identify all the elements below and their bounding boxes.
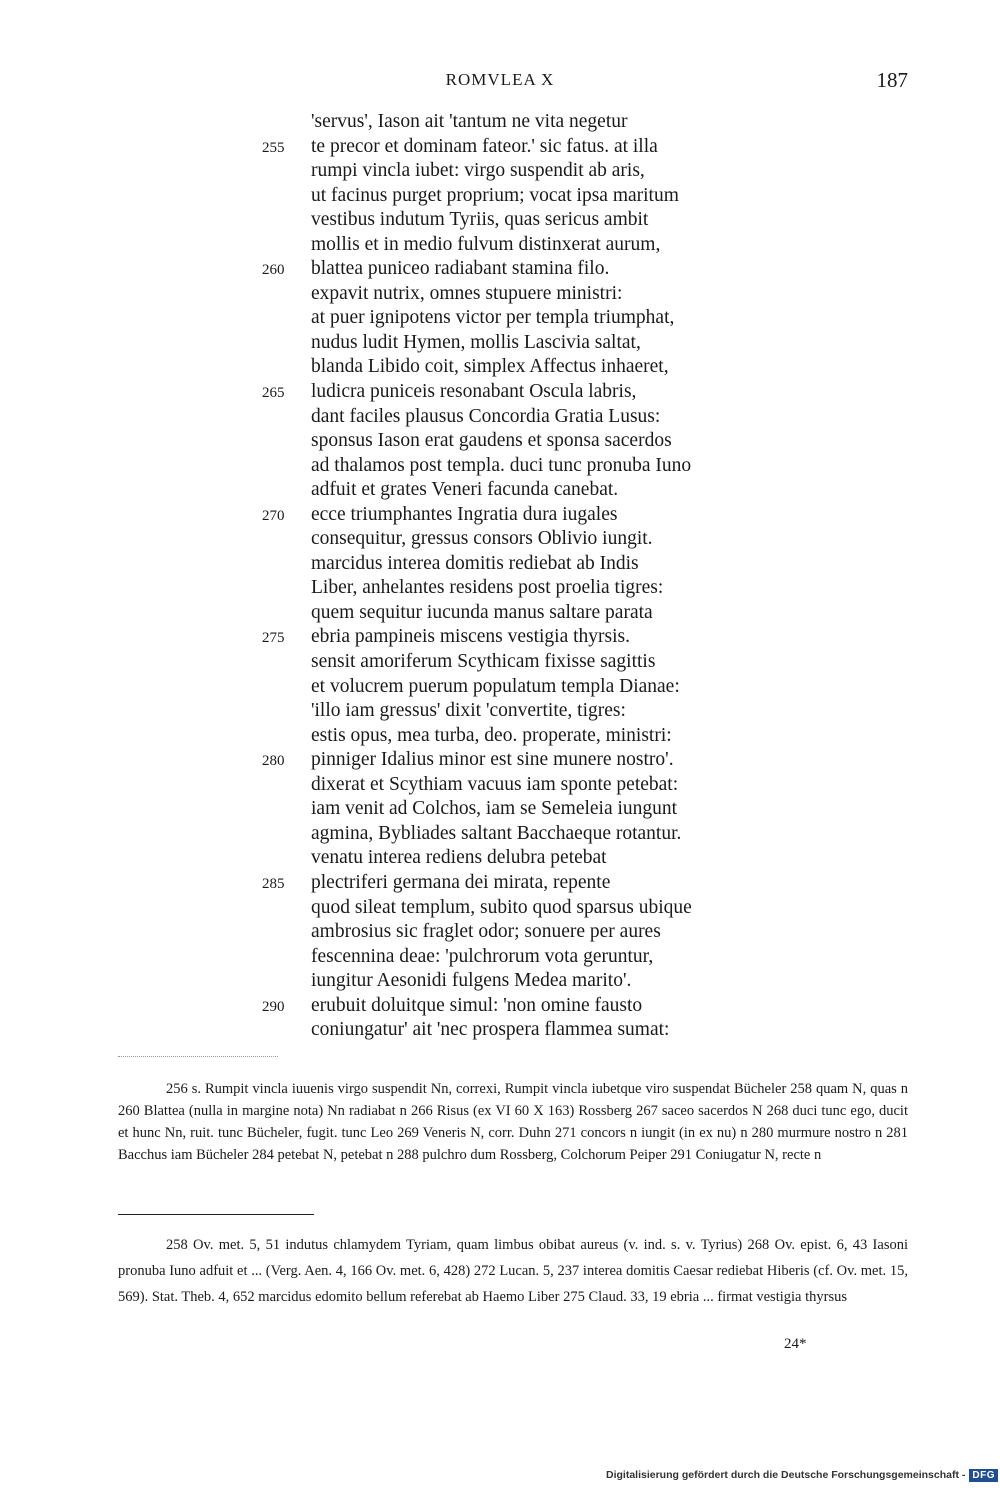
verse-line xyxy=(0,110,1000,135)
verse-line xyxy=(0,846,1000,871)
verse-line xyxy=(0,625,1000,650)
testimonia xyxy=(118,1232,908,1310)
verse-line xyxy=(0,871,1000,896)
verse-text: agmina, Bybliades saltant Bacchaeque rotantur. xyxy=(311,822,682,844)
digitization-footer xyxy=(606,1466,998,1484)
verse-text: nudus ludit Hymen, mollis Lascivia saltat, xyxy=(311,331,641,353)
verse-line xyxy=(0,405,1000,430)
verse-text: ad thalamos post templa. duci tunc pronuba Iuno xyxy=(311,454,692,476)
verse-text: fescennina deae: 'pulchrorum vota geruntur, xyxy=(311,945,654,967)
verse-text: ebria pampineis miscens vestigia thyrsis. xyxy=(311,626,630,648)
apparatus-divider xyxy=(118,1056,278,1057)
verse-line xyxy=(0,994,1000,1019)
verse-text: ludicra puniceis resonabant Oscula labris, xyxy=(311,381,637,403)
line-number: 275 xyxy=(262,630,285,647)
verse-text: erubuit doluitque simul: 'non omine fausto xyxy=(311,994,643,1016)
verse-text: quem sequitur iucunda manus saltare parata xyxy=(311,601,653,623)
verse-text: expavit nutrix, omnes stupuere ministri: xyxy=(311,282,623,304)
line-number: 255 xyxy=(262,139,285,156)
page-number: 187 xyxy=(876,68,908,92)
verse-text: rumpi vincla iubet: virgo suspendit ab aris, xyxy=(311,160,645,182)
verse-text: sensit amoriferum Scythicam fixisse sagittis xyxy=(311,651,656,673)
verse-text: 'servus', Iason ait 'tantum ne vita negetur xyxy=(311,111,628,132)
verse-text: ecce triumphantes Ingratia dura iugales xyxy=(311,503,618,525)
verse-line xyxy=(0,896,1000,921)
verse-line xyxy=(0,355,1000,380)
signature-mark: 24* xyxy=(784,1336,807,1352)
running-title: ROMVLEA X xyxy=(445,70,555,89)
verse-text: dixerat et Scythiam vacuus iam sponte petebat: xyxy=(311,773,679,795)
verse-line xyxy=(0,675,1000,700)
verse-line xyxy=(0,306,1000,331)
verse-text: sponsus Iason erat gaudens et sponsa sacerdos xyxy=(311,430,672,452)
verse-line xyxy=(0,429,1000,454)
verse-line xyxy=(0,945,1000,970)
verse-text: iam venit ad Colchos, iam se Semeleia iungunt xyxy=(311,798,678,820)
testimonia-text: 258 Ov. met. 5, 51 indutus chlamydem Tyriam, quam limbus obibat aureus (v. ind. s. v. Tyrius) 268 Ov. epist. 6, 43 Iasoni pronuba Iuno adfuit et ... (Verg. Aen. 4, 166 Ov. met. 6, 428) 272 Lucan. 5, 237 interea domitis Caesar rediebat Hiberis (cf. Ov. met. 15, 569). Stat. Theb. 4, 652 marcidus edomito bellum referebat ab Haemo Liber 275 Claud. 33, 19 ebria ... firmat vestigia thyrsus xyxy=(118,1237,908,1305)
verse-text: marcidus interea domitis rediebat ab Indis xyxy=(311,552,639,574)
verse-line xyxy=(0,773,1000,798)
verse-line xyxy=(0,724,1000,749)
verse-line xyxy=(0,797,1000,822)
verse-line xyxy=(0,699,1000,724)
verse-line xyxy=(0,920,1000,945)
verse-line xyxy=(0,331,1000,356)
verse-text: blattea puniceo radiabant stamina filo. xyxy=(311,258,610,280)
critical-apparatus xyxy=(118,1078,908,1166)
verse-text: 'illo iam gressus' dixit 'convertite, tigres: xyxy=(311,700,626,722)
verse-text: te precor et dominam fateor.' sic fatus. at illa xyxy=(311,135,658,157)
verse-line xyxy=(0,748,1000,773)
verse-text: Liber, anhelantes residens post proelia tigres: xyxy=(311,577,664,599)
verse-line xyxy=(0,380,1000,405)
verse-text: pinniger Idalius minor est sine munere nostro'. xyxy=(311,749,674,771)
verse-text: et volucrem puerum populatum templa Dianae: xyxy=(311,675,680,697)
dfg-logo-icon: DFG xyxy=(969,1469,998,1482)
line-number: 260 xyxy=(262,262,285,279)
verse-block xyxy=(0,110,1000,1043)
running-head xyxy=(0,68,1000,94)
line-number: 265 xyxy=(262,385,285,402)
verse-text: vestibus indutum Tyriis, quas sericus ambit xyxy=(311,209,649,231)
verse-line xyxy=(0,527,1000,552)
verse-line xyxy=(0,1018,1000,1043)
verse-line xyxy=(0,233,1000,258)
verse-line xyxy=(0,135,1000,160)
verse-line xyxy=(0,478,1000,503)
line-number: 285 xyxy=(262,875,285,892)
verse-line xyxy=(0,208,1000,233)
verse-line xyxy=(0,184,1000,209)
verse-text: dant faciles plausus Concordia Gratia Lusus: xyxy=(311,405,661,427)
verse-text: plectriferi germana dei mirata, repente xyxy=(311,871,611,893)
verse-line xyxy=(0,650,1000,675)
verse-text: coniungatur' ait 'nec prospera flammea sumat: xyxy=(311,1019,670,1041)
verse-text: at puer ignipotens victor per templa triumphat, xyxy=(311,307,675,329)
verse-text: iungitur Aesonidi fulgens Medea marito'. xyxy=(311,970,632,992)
footer-credit: Digitalisierung gefördert durch die Deutsche Forschungsgemeinschaft - xyxy=(606,1469,966,1481)
verse-line xyxy=(0,601,1000,626)
apparatus-text: 256 s. Rumpit vincla iuuenis virgo suspendit Nn, correxi, Rumpit vincla iubetque viro suspendat Bücheler 258 quam N, quas n 260 Blattea (nulla in margine nota) Nn radiabat n 266 Risus (ex VI 60 X 163) Rossberg 267 saceo sacerdos N 268 duci tunc ego, ducit et hunc Nn, ruit. tunc Bücheler, fugit. tunc Leo 269 Veneris N, corr. Duhn 271 concors n iungit (in ex nu) n 280 murmure nostro n 281 Bacchus iam Bücheler 284 petebat N, petebat n 288 pulchro dum Rossberg, Colchorum Peiper 291 Coniugatur N, recte n xyxy=(118,1081,908,1163)
verse-line xyxy=(0,503,1000,528)
verse-line xyxy=(0,576,1000,601)
verse-text: ambrosius sic fraglet odor; sonuere per aures xyxy=(311,921,661,943)
testimonia-divider xyxy=(118,1214,314,1215)
verse-text: blanda Libido coit, simplex Affectus inhaeret, xyxy=(311,356,669,378)
verse-line xyxy=(0,159,1000,184)
verse-text: ut facinus purget proprium; vocat ipsa maritum xyxy=(311,184,679,206)
verse-line xyxy=(0,969,1000,994)
verse-text: estis opus, mea turba, deo. properate, ministri: xyxy=(311,724,672,746)
verse-line xyxy=(0,257,1000,282)
verse-text: mollis et in medio fulvum distinxerat aurum, xyxy=(311,233,661,255)
verse-text: venatu interea rediens delubra petebat xyxy=(311,847,607,869)
verse-line xyxy=(0,282,1000,307)
verse-text: adfuit et grates Veneri facunda canebat. xyxy=(311,479,619,501)
line-number: 280 xyxy=(262,753,285,770)
verse-line xyxy=(0,552,1000,577)
verse-line xyxy=(0,454,1000,479)
line-number: 270 xyxy=(262,507,285,524)
verse-text: consequitur, gressus consors Oblivio iungit. xyxy=(311,528,653,550)
verse-line xyxy=(0,822,1000,847)
verse-text: quod sileat templum, subito quod sparsus ubique xyxy=(311,896,692,918)
line-number: 290 xyxy=(262,998,285,1015)
